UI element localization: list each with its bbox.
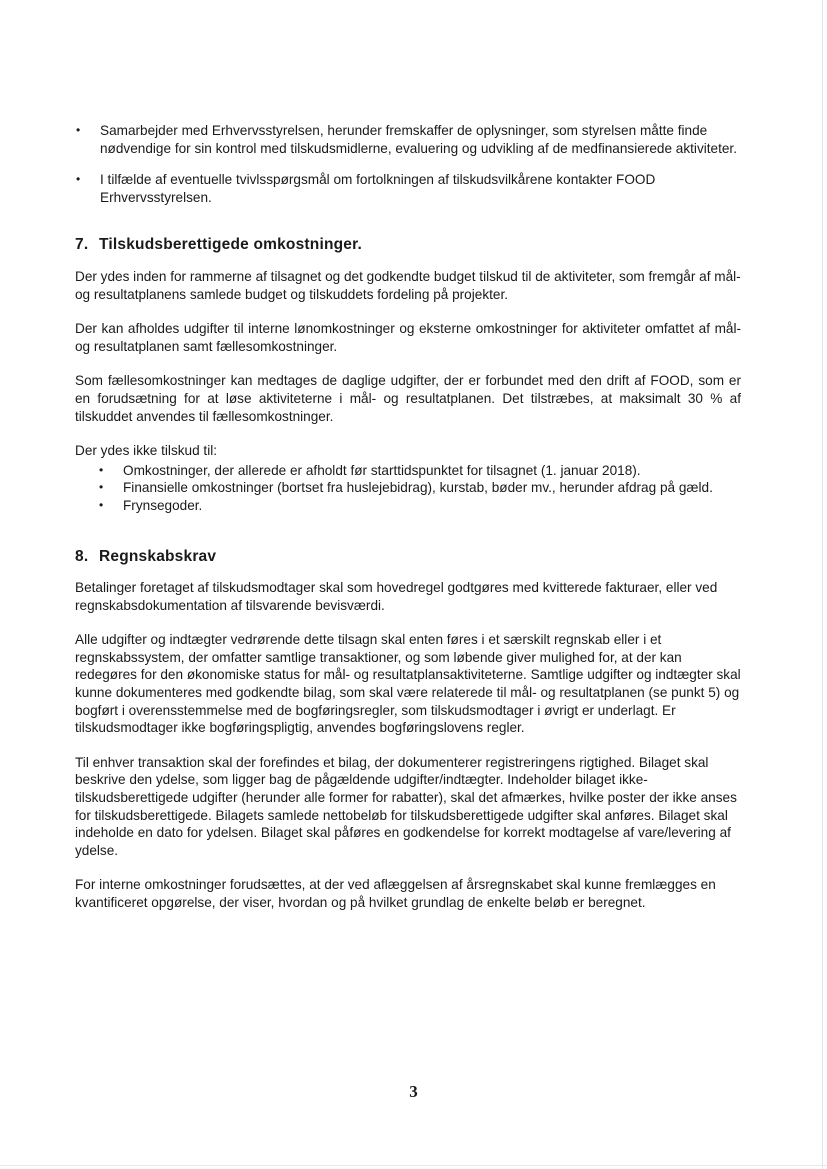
bullet-text: Finansielle omkostninger (bortset fra huslejebidrag), kurstab, bøder mv., herunder afdrag på gæld.: [123, 480, 713, 496]
bullet-text: Frynsegoder.: [123, 497, 203, 513]
section-title: Tilskudsberettigede omkostninger.: [99, 236, 362, 254]
bullet-text: Samarbejder med Erhvervsstyrelsen, herunder fremskaffer de oplysninger, som styrelsen måtte finde nødvendige for sin kontrol med tilskudsmidlerne, evaluering og udvikling af de medfinansierede aktiviteter.: [100, 123, 737, 156]
section-8-paragraph-4: For interne omkostninger forudsættes, at der ved aflæggelsen af årsregnskabet skal kunne fremlægges en kvantificeret opgørelse, der viser, hvordan og på hvilket grundlag de enkelte beløb er beregnet.: [75, 877, 716, 910]
bullet-text: I tilfælde af eventuelle tvivlsspørgsmål om fortolkningen af tilskudsvilkårene kontakter FOOD Erhvervsstyrelsen.: [100, 172, 656, 205]
scan-bottom-edge: [0, 1165, 827, 1166]
page-number: 3: [409, 1082, 418, 1101]
section-7-paragraph-3: Som fællesomkostninger kan medtages de daglige udgifter, der er forbundet med den drift af FOOD, som er en forudsætning for at løse aktiviteterne i mål- og resultatplanen. Det tilstræbes, at maksimalt 30 % af tilskuddet anvendes til fællesomkostninger.: [75, 373, 741, 424]
section-title: Regnskabskrav: [99, 547, 217, 565]
scan-right-edge: [822, 0, 823, 1169]
page-content: [75, 122, 741, 929]
section-8-paragraph-3: Til enhver transaktion skal der forefindes et bilag, der dokumenterer registreringens rigtighed. Bilaget skal beskrive den ydelse, som ligger bag de pågældende udgifter/indtægter. Indeholder bilaget ikke-tilskudsberettigede udgifter (herunder alle former for rabatter), skal det afmærkes, hvilke poster der ikke anses for tilskudsberettigede. Bilagets samlede nettobeløb for tilskudsberettigede udgifter skal anføres. Bilaget skal indeholde en dato for ydelsen. Bilaget skal påføres en godkendelse for korrekt modtagelse af vare/levering af ydelse.: [75, 754, 737, 858]
bullet-icon: •: [76, 172, 81, 187]
excluded-costs-list: [75, 462, 741, 515]
section-number: 7.: [75, 236, 89, 254]
list-item: [75, 122, 741, 157]
list-item: [75, 462, 741, 480]
list-item: [75, 497, 741, 515]
section-7-paragraph-4: Der ydes ikke tilskud til:: [75, 443, 218, 459]
list-item: [75, 479, 741, 497]
section-7-paragraph-1: Der ydes inden for rammerne af tilsagnet og det godkendte budget tilskud til de aktiviteter, som fremgår af mål- og resultatplanens samlede budget og tilskuddets fordeling på projekter.: [75, 268, 741, 302]
bullet-icon: •: [99, 497, 104, 512]
bullet-icon: •: [99, 462, 104, 477]
section-7-paragraph-2: Der kan afholdes udgifter til interne lønomkostninger og eksterne omkostninger for aktiviteter omfattet af mål- og resultatplanen samt fællesomkostninger.: [75, 321, 741, 354]
list-item: [75, 171, 741, 206]
intro-bullet-list: [75, 122, 741, 206]
bullet-icon: •: [76, 123, 81, 137]
section-7-heading: [75, 236, 741, 254]
section-8-paragraph-2: Alle udgifter og indtægter vedrørende dette tilsagn skal enten føres i et særskilt regnskab eller i et regnskabssystem, der omfatter samtlige transaktioner, og som løbende giver mulighed for, at der kan redegøres for den økonomiske status for mål- og resultatplansaktiviteterne. Samtlige udgifter og indtægter skal kunne dokumenteres med godkendte bilag, som skal være relaterede til mål- og resultatplanen (se punkt 5) og bogført i overensstemmelse med de bogføringsregler, som tilskudsmodtager i øvrigt er underlagt. Er tilskudsmodtager ikke bogføringspligtig, anvendes bogføringslovens regler.: [75, 632, 741, 736]
bullet-icon: •: [99, 480, 104, 495]
section-8-paragraph-1: Betalinger foretaget af tilskudsmodtager skal som hovedregel godtgøres med kvitterede fakturaer, eller ved regnskabsdokumentation af tilsvarende bevisværdi.: [75, 580, 718, 613]
section-8-heading: [75, 548, 741, 566]
bullet-text: Omkostninger, der allerede er afholdt før starttidspunktet for tilsagnet (1. januar 2018).: [123, 462, 641, 478]
section-number: 8.: [75, 547, 89, 565]
